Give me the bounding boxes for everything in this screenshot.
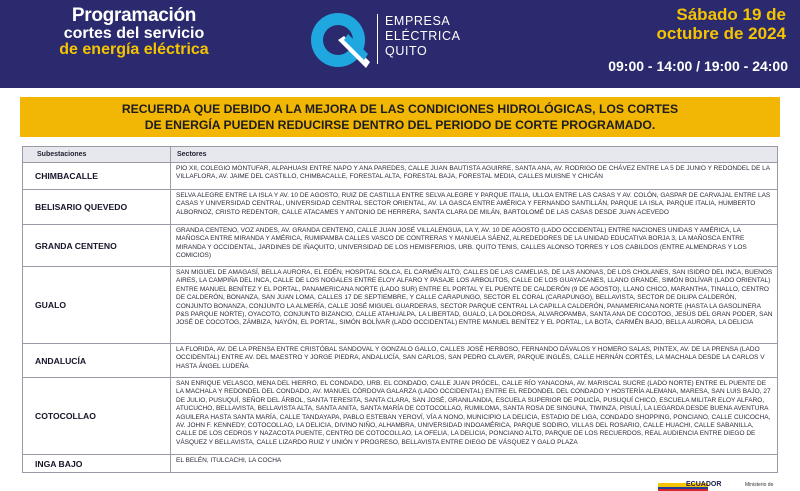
header-title — [34, 6, 234, 58]
footer-ministry-label: Ministerio de — [745, 482, 774, 488]
substation-name: GRANDA CENTENO — [23, 225, 171, 266]
sectors-cell: GRANDA CENTENO, VOZ ANDES, AV. GRANDA CENTENO, CALLE JUAN JOSÉ VILLALENGUA, LA Y, AV. 10 DE AGOSTO (LADO OCCIDENTAL) ENTRE NACIONES UNIDAS Y AMÉRICA, LA MAÑOSCA ENTRE MIRANDA Y AMÉRICA, RUMIPAMBA CALLES VASCO DE CONTRERAS Y MANUELA SÁENZ, ALREDEDORES DE LA UNIDAD EDUCATIVA BORJA 3, LA MAÑOSCA ENTRE MIRANDA Y OCCIDENTAL, JARDINES DE IÑAQUITO, UNIVERSIDAD DE LOS HEMISFERIOS, URB. QUITO TENIS, CALLES ALONSO TORRES Y LOS CABILDOS (ENTRE ALMENDRAS Y LOS COMICIOS) — [176, 227, 747, 260]
table-row — [23, 267, 777, 344]
brand-name — [385, 14, 461, 59]
date-line-1: Sábado 19 de — [676, 5, 786, 24]
column-header-sectors: Sectores — [177, 151, 207, 158]
table-row — [23, 344, 777, 378]
table-row — [23, 455, 777, 472]
substation-name: GUALO — [23, 267, 171, 343]
substation-name: ANDALUCÍA — [23, 344, 171, 377]
brand-line-2: ELÉCTRICA — [385, 29, 461, 43]
time-range: 09:00 - 14:00 / 19:00 - 24:00 — [608, 58, 788, 74]
notice-banner — [20, 97, 780, 137]
title-line-3: de energía eléctrica — [59, 41, 209, 58]
sectors-cell: LA FLORIDA, AV. DE LA PRENSA ENTRE CRISTÓBAL SANDOVAL Y GONZALO GALLO, CALLES JOSÉ HERBOSO, FERNANDO DÁVALOS Y HOMERO SALAS, PINTEX, AV. DE LA PRENSA (LADO OCCIDENTAL) ENTRE AV. DEL MAESTRO Y JORGE PIEDRA, ANDALUCÍA, SAN CARLOS, SAN PEDRO CLAVER, PARQUE INGLÉS, CALLE HERNÁN CORTÉS, LA MACHALA DESDE LA CARLOS V HASTA ÁNGEL LUDEÑA — [176, 346, 765, 370]
notice-line-1: RECUERDA QUE DEBIDO A LA MEJORA DE LAS CONDICIONES HIDROLÓGICAS, LOS CORTES — [121, 102, 679, 116]
substation-name: CHIMBACALLE — [23, 163, 171, 189]
brand-line-1: EMPRESA — [385, 14, 451, 28]
sectors-cell: SAN ENRIQUE VELASCO, MENA DEL HIERRO, EL CONDADO, URB. EL CONDADO, CALLE JUAN PRÓCEL, CALLE RÍO YANACONA, AV. MARISCAL SUCRE (LADO NORTE) ENTRE EL PUENTE DE LA MACHALA Y REDONDEL DEL CONDADO, AV. MANUEL CÓRDOVA GALARZA (LADO OCCIDENTAL) ENTRE EL REDONDEL DEL CONDADO Y HOSTERÍA ALEMANA, MARESA, SAN LUIS BAJO, 27 DE JULIO, PUSUQUÍ, SEÑOR DEL ÁRBOL, SANTA TERESITA, SANTA CLARA, SAN JOSÉ, GRANILANDIA, ESCUELA SUPERIOR DE POLICÍA, PUSUQUÍ CHICO, ESCUELA MILITAR ELOY ALFARO, ATUCUCHO, BELLAVISTA, BELLAVISTA ALTA, SANTA ANITA, SANTA MARÍA DE COTOCOLLAO, RUMILOMA, SANTA ROSA DE SINGUNA, TIWINZA, PISULÍ, LA LEGARDA DESDE BUENA AVENTURA AGUILERA HASTA SANTA MARÍA, CALLE TANDAYAPA, PABLO ESTEBAN YEROVÍ, VÍA A NONO, MUNICIPIO LA DELICIA, ESTADIO DE LIGA, CONDADO SHOPPING, PONCIANO, CALLE CUICOCHA, AV. JOHN F. KENNEDY, COTOCOLLAO, LA DELICIA, DIVINO NIÑO, ALHAMBRA, UNIVERSIDAD INDOAMÉRICA, PARQUE SODIRO, VILLAS DEL ROSARIO, CALLE HUACHI, CALLE SABANILLA, CALLE DE LOS CEDROS Y NAZACOTA PUENTE, CENTRO DE COTOCOLLAO, LA OFELIA, LA DELICIA, PONCIANO ALTO, PARQUE DE LOS RECUERDOS, REAL AUDIENCIA ENTRE DIEGO DE VÁSQUEZ Y BELLAVISTA, CALLE LIZARDO RUIZ Y UNIÓN Y PROGRESO, BELLAVISTA ENTRE DIEGO DE VÁSQUEZ Y GALO PLAZA — [176, 380, 771, 446]
notice-line-2: DE ENERGÍA PUEDEN REDUCIRSE DENTRO DEL PERIODO DE CORTE PROGRAMADO. — [144, 118, 656, 132]
logo-divider — [377, 14, 378, 64]
date-label — [657, 5, 786, 43]
sectors-cell: PIO XII, COLEGIO MONTUFAR, ALPAHUASI ENTRE NAPO Y ANA PAREDES, CALLE JUAN BAUTISTA AGUIRRE, SANTA ANA, AV. RODRIGO DE CHÁVEZ ENTRE LA 5 DE JUNIO Y REDONDEL DE LA VILLAFLORA, AV. JAIME DEL CASTILLO, CHIMBACALLE, FORESTAL ALTA, FORESTAL BAJA, FORESTAL MEDIA, CALLES MUISNE Y CHICÁN — [176, 165, 770, 181]
sectors-cell: EL BELÉN, ITULCACHI, LA COCHA — [176, 457, 282, 464]
header-banner — [0, 0, 800, 88]
table-row — [23, 190, 777, 225]
substation-name: INGA BAJO — [23, 455, 171, 472]
brand-line-3: QUITO — [385, 44, 428, 58]
sectors-cell: SAN MIGUEL DE AMAGASÍ, BELLA AURORA, EL EDÉN, HOSPITAL SOLCA, EL CARMÉN ALTO, CALLES DE LAS CAMELIAS, DE LAS ANONAS, DE LOS CHOLANES, SAN ISIDRO DEL INCA, BUENOS AIRES, LA CAMPIÑA DEL INCA, CALLE DE LOS NOGALES ENTRE ELOY ALFARO Y PASAJE LOS ARBOLITOS, CALLE DE LOS GUAYACANES, LLANO GRANDE, SIMÓN BOLÍVAR (LADO ORIENTAL) ENTRE MANUEL BENÍTEZ Y EL PORTAL, PANAMERICANA NORTE (LADO SUR) ENTRE EL PORTAL Y EL PUENTE DE CALDERÓN (9 DE AGOSTO), LLANO CHICO, MARANTHA, TINALLO, CENTRO DE CALDERÓN, BONANZA, SAN JUAN LOMA, CALLES 17 DE SEPTIEMBRE, Y CALLE CARAPUNGO, SECTOR EL CORAL (CARAPUNGO), BELLAVISTA, SECTOR DE DILIPA CALDERÓN, CONJUNTO BONANZA, CONJUNTO LA ALMERÍA, CALLE JOSÉ MIGUEL GUARDERAS, SECTOR PARQUE CENTRAL LA CAPILLA CALDERÓN, PANAMERICANA NORTE (HASTA LA GASOLINERA P&S PARQUE NORTE), OYACOTO, CONJUNTO BIZANCIO, CALLE ATAHUALPA, LA LIBERTAD, GUALO, LA DOLOROSA, ALVAROPAMBA, SANTA ANA DE COCOTOG, JESÚS DEL GRAN PODER, SAN JOSÉ DE COCOTOG, ZÁMBIZA, NAYÓN, EL PORTAL, SIMÓN BOLÍVAR (LADO OCCIDENTAL) ENTRE MANUEL BENÍTEZ Y EL PORTAL, LA BOTA, CARMÉN BAJO, BELLA AURORA, LA DELICIA — [176, 269, 773, 327]
title-line-1: Programación — [71, 5, 197, 26]
table-row — [23, 163, 777, 190]
substation-name: COTOCOLLAO — [23, 378, 171, 454]
outage-table — [22, 146, 778, 473]
sectors-cell: SELVA ALEGRE ENTRE LA ISLA Y AV. 10 DE AGOSTO, RUIZ DE CASTILLA ENTRE SELVA ALEGRE Y PARQUE ITALIA, ULLOA ENTRE LAS CASAS Y AV. COLÓN, GASPAR DE CARVAJAL ENTRE LAS CASAS Y UNIVERSIDAD CENTRAL, UNIVERSIDAD CENTRAL SECTOR ORIENTAL, AV. LA GASCA ENTRE AMÉRICA Y FERNANDO SANTILLÁN, PARQUE LA ISLA, PARQUE ITALIA, HUMBERTO ALBORNOZ, CRISTO REDENTOR, CALLE ATACAMES Y ANTONIO DE HERRERA, SANTA CLARA DE MILÁN, BARTOLOMÉ DE LAS CASAS DESDE JUAN ACEVEDO — [176, 192, 771, 216]
title-line-2: cortes del servicio — [63, 25, 205, 42]
footer-country-label: ECUADOR — [686, 481, 722, 488]
column-header-substations: Subestaciones — [23, 147, 171, 162]
substation-name: BELISARIO QUEVEDO — [23, 190, 171, 224]
table-header — [23, 147, 777, 163]
table-row — [23, 225, 777, 267]
table-row — [23, 378, 777, 455]
date-line-2: octubre de 2024 — [656, 24, 786, 43]
eeq-logo-icon — [308, 10, 370, 72]
